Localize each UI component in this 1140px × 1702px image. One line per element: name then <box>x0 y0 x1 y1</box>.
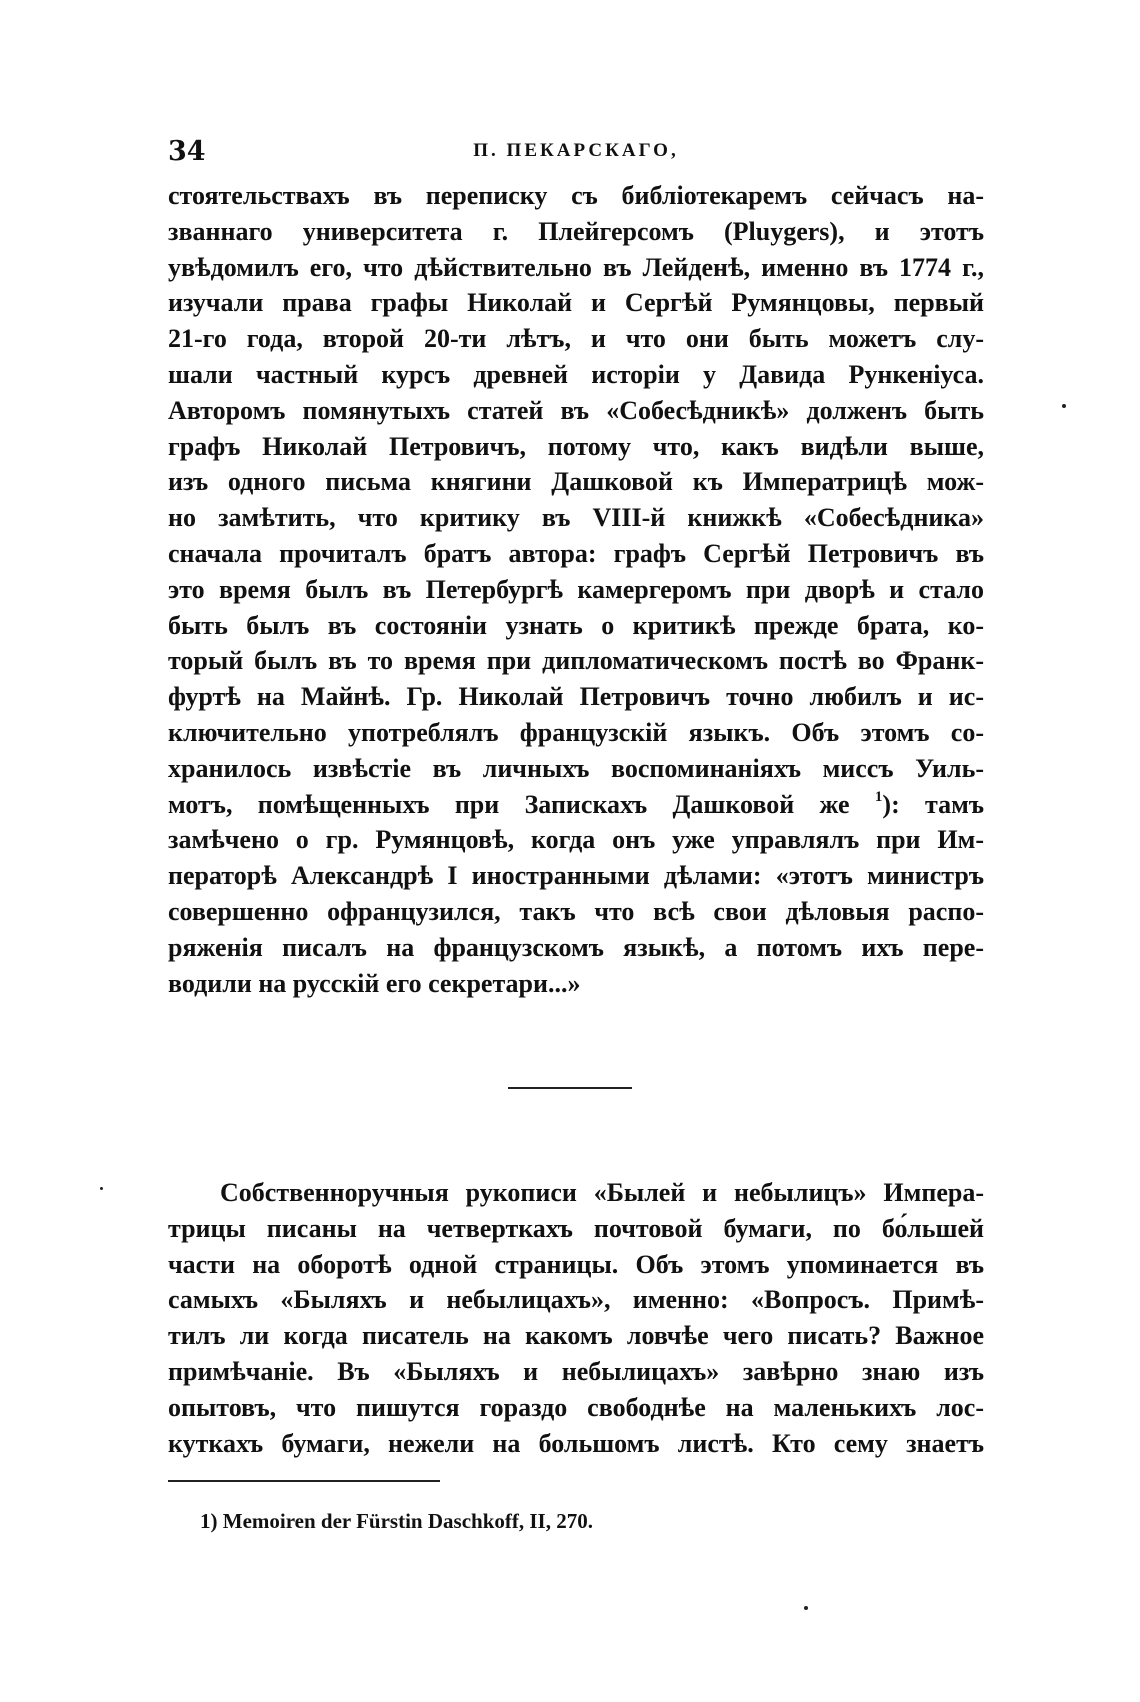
text-line: совершенно офранцузился, такъ что всѣ свои дѣловыя распо- <box>168 896 984 926</box>
text-line: замѣчено о гр. Румянцовѣ, когда онъ уже управлялъ при Им- <box>168 825 984 855</box>
ink-speck <box>100 1187 103 1190</box>
footnote-reference[interactable]: 1 <box>874 788 883 805</box>
text-line: 21-го года, второй 20-ти лѣтъ, и что они быть можетъ слу- <box>168 324 984 354</box>
text-line: увѣдомилъ его, что дѣйствительно въ Лейденѣ, именно въ 1774 г., <box>168 252 984 282</box>
text-line: быть былъ въ состояніи узнать о критикѣ прежде брата, ко- <box>168 610 984 640</box>
text-line: Авторомъ помянутыхъ статей въ «Собесѣдникѣ» долженъ быть <box>168 395 984 425</box>
text-line: водили на русскій его секретари...» <box>168 968 581 998</box>
text-line: изъ одного письма княгини Дашковой къ Императрицѣ мож- <box>168 467 984 497</box>
footnote-rule <box>168 1480 440 1482</box>
text-line: ключительно употреблялъ французскій языкъ. Объ этомъ со- <box>168 717 984 747</box>
text-line: куткахъ бумаги, нежели на большомъ листѣ. Кто сему знаетъ <box>168 1428 984 1458</box>
page-number: 34 <box>168 136 206 167</box>
text-line: опытовъ, что пишутся гораздо свободнѣе на маленькихъ лос- <box>168 1392 984 1422</box>
text-line: Собственноручныя рукописи «Былей и небылицъ» Импера- <box>220 1178 984 1207</box>
text-line: трицы писаны на четверткахъ почтовой бумаги, по бо́льшей <box>168 1213 984 1243</box>
text-line-with-footnote <box>168 787 984 823</box>
text-segment: мотъ, помѣщенныхъ при Запискахъ Дашковой же <box>168 789 850 819</box>
text-line: сначала прочиталъ братъ автора: графъ Сергѣй Петровичъ въ <box>168 538 984 568</box>
running-title: П. ПЕКАРСКАГО, <box>473 140 679 161</box>
section-divider <box>508 1087 632 1089</box>
text-line: примѣчаніе. Въ «Быляхъ и небылицахъ» завѣрно знаю изъ <box>168 1356 984 1386</box>
text-line: графъ Николай Петровичъ, потому что, какъ видѣли выше, <box>168 431 984 461</box>
text-line: тилъ ли когда писатель на какомъ ловчѣе чего писать? Важное <box>168 1321 984 1351</box>
text-line: торый былъ въ то время при дипломатическомъ постѣ во Франк- <box>168 646 984 676</box>
paragraph-2 <box>168 1175 984 1461</box>
footnote: 1) Memoiren der Fürstin Daschkoff, II, 270. <box>200 1509 593 1533</box>
text-line: ператорѣ Александрѣ I иностранными дѣлами: «этотъ министръ <box>168 861 984 891</box>
text-line: ряженія писалъ на французскомъ языкѣ, а потомъ ихъ пере- <box>168 932 984 962</box>
text-segment: ): тамъ <box>882 789 985 819</box>
page-header <box>168 136 984 172</box>
text-line: фуртѣ на Майнѣ. Гр. Николай Петровичъ точно любилъ и ис- <box>168 682 984 712</box>
text-line: шали частный курсъ древней исторіи у Давида Рункеніуса. <box>168 359 984 389</box>
text-line: это время былъ въ Петербургѣ камергеромъ при дворѣ и стало <box>168 574 984 604</box>
text-line: части на оборотѣ одной страницы. Объ этомъ упоминается въ <box>168 1249 984 1279</box>
text-line: стоятельствахъ въ переписку съ библіотекаремъ сейчасъ на- <box>168 181 984 210</box>
text-line: хранилось извѣстіе въ личныхъ воспоминаніяхъ миссъ Уиль- <box>168 753 984 783</box>
text-line: званнаго университета г. Плейгерсомъ (Pluygers), и этотъ <box>168 216 984 246</box>
text-line: но замѣтить, что критику въ VIII-й книжкѣ «Собесѣдника» <box>168 503 984 533</box>
ink-speck <box>804 1606 808 1610</box>
paragraph-1 <box>168 178 984 1001</box>
ink-speck <box>1062 404 1066 408</box>
text-line: изучали права графы Николай и Сергѣй Румянцовы, первый <box>168 288 984 318</box>
text-line: самыхъ «Быляхъ и небылицахъ», именно: «Вопросъ. Примѣ- <box>168 1285 984 1315</box>
